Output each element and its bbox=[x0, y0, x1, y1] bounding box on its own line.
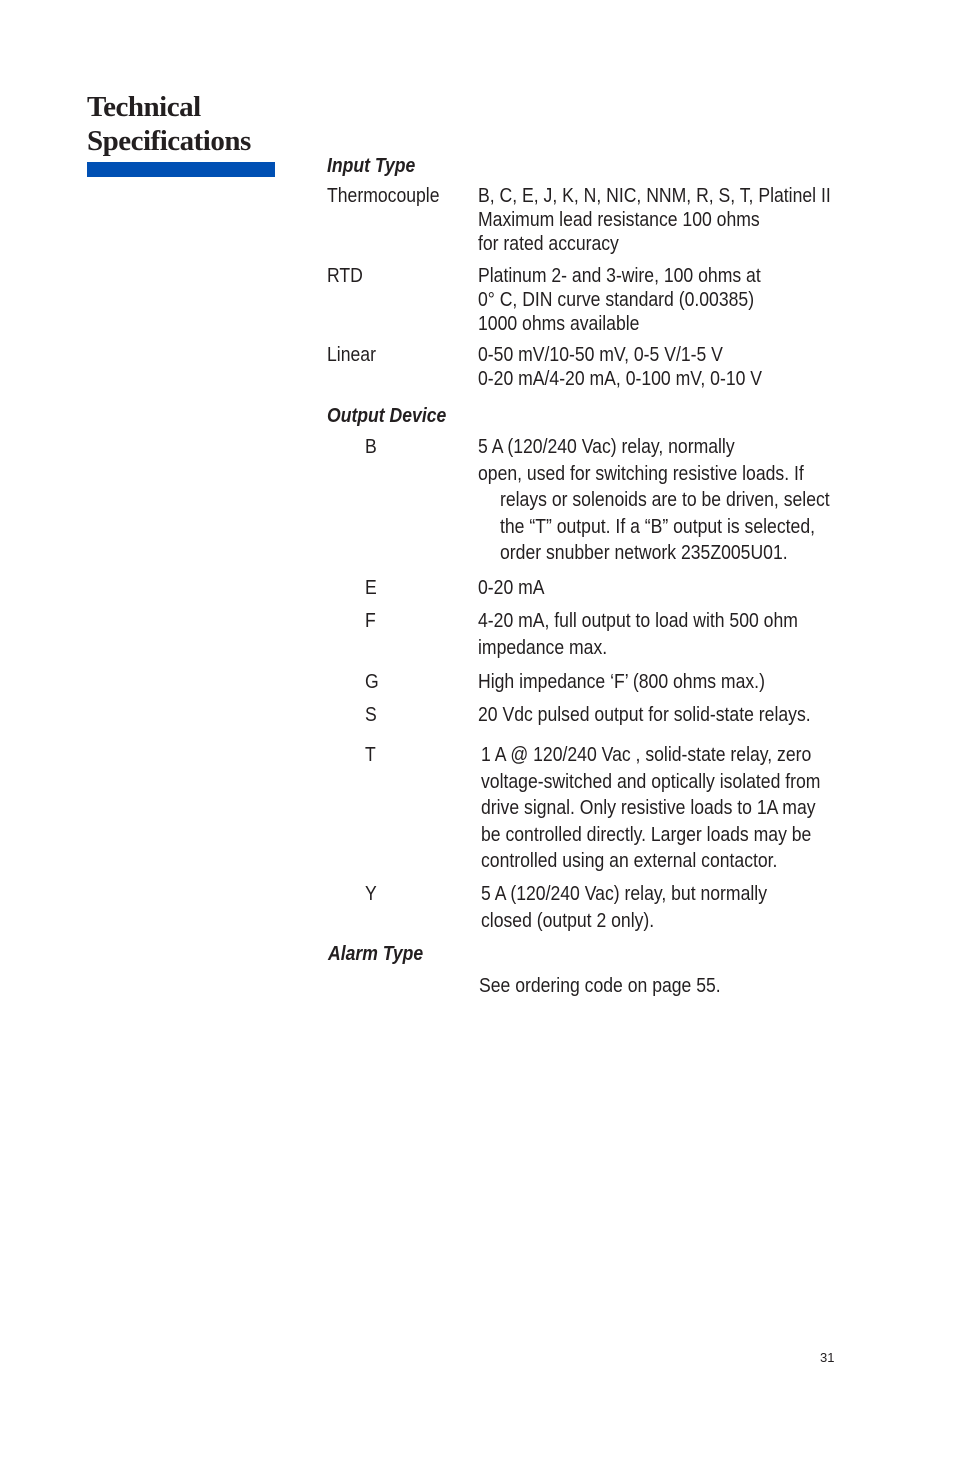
value-line: 4-20 mA, full output to load with 500 ohm bbox=[478, 610, 798, 632]
value-line: Platinum 2- and 3-wire, 100 ohms at bbox=[478, 265, 761, 287]
output-code-s: S bbox=[365, 704, 377, 726]
value-rtd bbox=[478, 264, 761, 336]
output-code-t: T bbox=[365, 744, 376, 766]
title-line-2: Specifications bbox=[87, 125, 251, 157]
label-thermocouple: Thermocouple bbox=[327, 185, 440, 207]
section-heading-input-type: Input Type bbox=[327, 155, 416, 177]
value-line: impedance max. bbox=[478, 636, 608, 659]
value-line: voltage-switched and optically isolated from bbox=[481, 770, 821, 793]
value-line: 5 A (120/240 Vac) relay, normally bbox=[478, 436, 735, 458]
value-line: 0-20 mA bbox=[478, 577, 545, 599]
value-line: 0-20 mA/4-20 mA, 0-100 mV, 0-10 V bbox=[478, 368, 763, 390]
output-code-b: B bbox=[365, 436, 377, 458]
value-line: be controlled directly. Larger loads may be bbox=[481, 823, 812, 846]
value-line: 1000 ohms available bbox=[478, 313, 640, 335]
output-code-g: G bbox=[365, 671, 379, 693]
value-line: See ordering code on page 55. bbox=[479, 975, 721, 997]
section-heading-alarm-type: Alarm Type bbox=[328, 943, 424, 965]
value-line: 20 Vdc pulsed output for solid-state relays. bbox=[478, 704, 811, 726]
value-line: the “T” output. If a “B” output is selected, bbox=[500, 515, 815, 538]
value-linear bbox=[478, 343, 762, 391]
value-output-g bbox=[478, 669, 765, 696]
output-code-y: Y bbox=[365, 883, 377, 905]
title-line-1: Technical bbox=[87, 91, 201, 123]
value-line: for rated accuracy bbox=[478, 233, 619, 255]
output-code-e: E bbox=[365, 577, 377, 599]
page-title bbox=[87, 90, 251, 158]
page-number: 31 bbox=[820, 1350, 835, 1365]
value-line: High impedance ‘F’ (800 ohms max.) bbox=[478, 671, 765, 693]
label-rtd: RTD bbox=[327, 265, 363, 287]
value-line: relays or solenoids are to be driven, select bbox=[500, 489, 830, 511]
value-line: 0° C, DIN curve standard (0.00385) bbox=[478, 289, 755, 311]
output-code-f: F bbox=[365, 610, 376, 632]
value-output-e bbox=[478, 575, 545, 602]
value-alarm-type bbox=[479, 974, 721, 998]
value-line: Maximum lead resistance 100 ohms bbox=[478, 209, 760, 231]
value-output-t bbox=[481, 742, 820, 875]
section-heading-output-device: Output Device bbox=[327, 405, 447, 427]
value-line: 5 A (120/240 Vac) relay, but normally bbox=[481, 883, 767, 905]
label-linear: Linear bbox=[327, 344, 376, 366]
value-line: drive signal. Only resistive loads to 1A may bbox=[481, 797, 816, 819]
value-line: order snubber network 235Z005U01. bbox=[500, 542, 788, 564]
value-output-s bbox=[478, 702, 811, 729]
value-output-y bbox=[481, 881, 767, 934]
value-line: 1 A @ 120/240 Vac , solid-state relay, zero bbox=[481, 744, 812, 766]
value-line: closed (output 2 only). bbox=[481, 909, 655, 932]
value-output-f bbox=[478, 608, 798, 661]
value-line: B, C, E, J, K, N, NIC, NNM, R, S, T, Platinel II bbox=[478, 185, 831, 207]
title-accent-bar bbox=[87, 162, 275, 177]
value-thermocouple bbox=[478, 184, 831, 256]
value-output-b bbox=[478, 434, 830, 567]
value-line: open, used for switching resistive loads. If bbox=[478, 462, 804, 485]
value-line: controlled using an external contactor. bbox=[481, 850, 778, 872]
value-line: 0-50 mV/10-50 mV, 0-5 V/1-5 V bbox=[478, 344, 723, 366]
